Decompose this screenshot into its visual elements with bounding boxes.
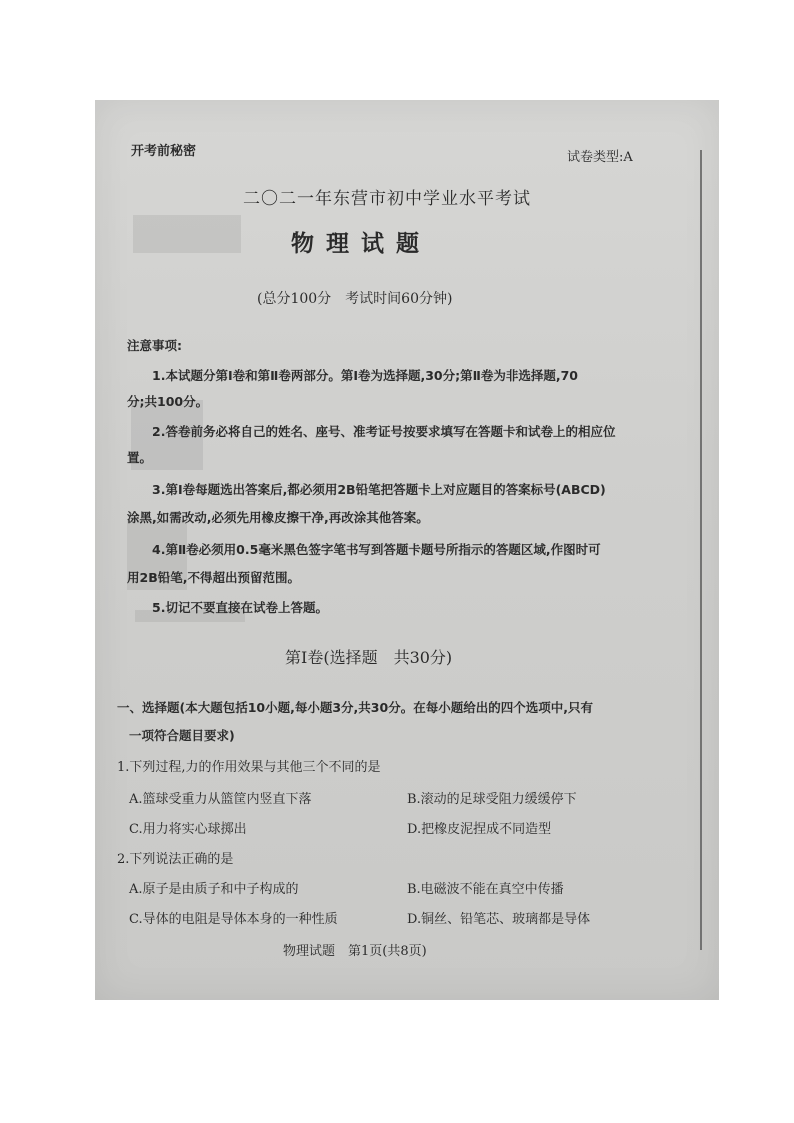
option-d: D.铜丝、铅笔芯、玻璃都是导体 <box>407 912 591 927</box>
exam-title: 二〇二一年东营市初中学业水平考试 <box>243 189 531 209</box>
note-line: 3.第Ⅰ卷每题选出答案后,都必须用2B铅笔把答题卡上对应题目的答案标号(ABCD) <box>152 482 606 497</box>
option-c: C.导体的电阻是导体本身的一种性质 <box>129 912 338 927</box>
note-line: 1.本试题分第Ⅰ卷和第Ⅱ卷两部分。第Ⅰ卷为选择题,30分;第Ⅱ卷为非选择题,70 <box>152 368 579 383</box>
score-time-line: (总分100分 考试时间60分钟) <box>257 291 453 307</box>
page-footer: 物理试题 第1页(共8页) <box>283 944 427 959</box>
option-a: A.篮球受重力从篮筐内竖直下落 <box>129 792 312 807</box>
page-margin-line <box>700 150 702 950</box>
section-instruction: 一、选择题(本大题包括10小题,每小题3分,共30分。在每小题给出的四个选项中,只有 <box>117 700 593 715</box>
note-line: 2.答卷前务必将自己的姓名、座号、准考证号按要求填写在答题卡和试卷上的相应位 <box>152 424 616 439</box>
option-d: D.把橡皮泥捏成不同造型 <box>407 822 552 837</box>
question-stem: 1.下列过程,力的作用效果与其他三个不同的是 <box>117 760 381 775</box>
note-line: 4.第Ⅱ卷必须用0.5毫米黑色签字笔书写到答题卡题号所指示的答题区域,作图时可 <box>152 542 601 557</box>
option-a: A.原子是由质子和中子构成的 <box>129 882 299 897</box>
note-line: 分;共100分。 <box>127 394 209 409</box>
note-line: 5.切记不要直接在试卷上答题。 <box>152 600 328 615</box>
question-stem: 2.下列说法正确的是 <box>117 852 234 867</box>
paper-type-label: 试卷类型:A <box>567 150 633 165</box>
option-c: C.用力将实心球掷出 <box>129 822 247 837</box>
option-b: B.电磁波不能在真空中传播 <box>407 882 564 897</box>
note-line: 置。 <box>127 450 153 465</box>
notes-heading: 注意事项: <box>127 338 182 353</box>
section-instruction: 一项符合题目要求) <box>129 728 235 743</box>
secret-label: 开考前秘密 <box>131 144 197 159</box>
subject-title: 物理试题 <box>291 230 431 257</box>
photographed-exam-page <box>95 100 719 1000</box>
section-title: 第Ⅰ卷(选择题 共30分) <box>285 648 453 667</box>
show-through-text <box>285 152 477 169</box>
option-b: B.滚动的足球受阻力缓缓停下 <box>407 792 577 807</box>
note-line: 涂黑,如需改动,必须先用橡皮擦干净,再改涂其他答案。 <box>127 510 429 525</box>
note-line: 用2B铅笔,不得超出预留范围。 <box>127 570 300 585</box>
show-through-ruler-figure <box>133 215 241 253</box>
